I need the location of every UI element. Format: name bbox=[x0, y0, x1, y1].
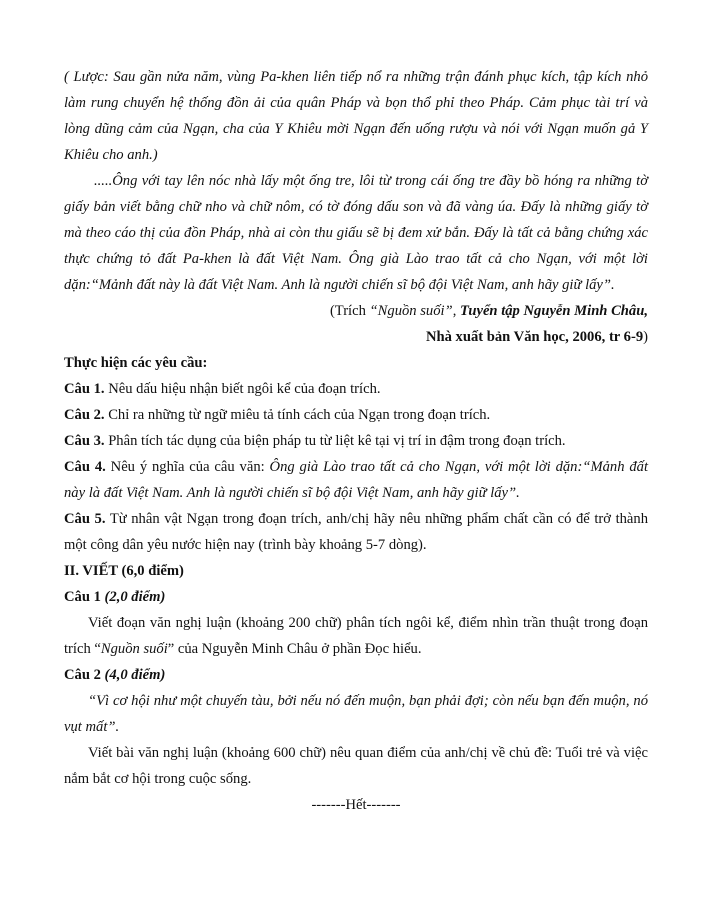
question-4 bbox=[64, 454, 648, 506]
question-1-label: Câu 1. bbox=[64, 381, 105, 397]
writing-task-1-points: (2,0 điểm) bbox=[104, 589, 166, 605]
exam-page bbox=[64, 64, 648, 818]
writing-task-2-heading bbox=[64, 662, 648, 688]
question-4-prefix: Nêu ý nghĩa của câu văn: bbox=[105, 459, 270, 475]
writing-task-2-prompt: Viết bài văn nghị luận (khoảng 600 chữ) nêu quan điểm của anh/chị về chủ đề: Tuổi trẻ và việc nắm bắt cơ hội trong cuộc sống. bbox=[64, 745, 648, 787]
citation-line-1 bbox=[64, 298, 648, 324]
citation-line-2 bbox=[64, 324, 648, 350]
passage-body bbox=[64, 168, 648, 298]
passage-body-main: .....Ông với tay lên nóc nhà lấy một ống tre, lôi từ trong cái ống tre đầy bồ hóng ra những tờ giấy bản viết bằng chữ nho và chữ nôm, có tờ đóng dấu son và đã vàng úa. Đấy là những giấy tờ mà theo cáo thị của đồn Pháp, nhà ai còn thu giấu sẽ bị đem xử bắn. Đấy là tất cả bằng chứng xác thực chứng tỏ đất Pa-khen là đất Việt Nam. Ông già Lào trao tất cả cho Ngạn, với một lời dặn: bbox=[64, 173, 648, 293]
writing-task-1-text-a: Viết đoạn văn nghị luận (khoảng 200 chữ) phân tích ngôi kể, điểm nhìn trần thuật trong đoạn trích “ bbox=[64, 615, 648, 657]
end-mark: -------Hết------- bbox=[311, 797, 401, 813]
question-5-text: Từ nhân vật Ngạn trong đoạn trích, anh/chị hãy nêu những phẩm chất cần có để trở thành một công dân yêu nước hiện nay (trình bày khoảng 5-7 dòng). bbox=[64, 511, 648, 553]
citation-work: “Nguồn suối” bbox=[369, 303, 453, 319]
question-1-text: Nêu dấu hiệu nhận biết ngôi kể của đoạn trích. bbox=[104, 381, 381, 397]
citation-open: (Trích bbox=[329, 303, 370, 319]
question-2 bbox=[64, 402, 648, 428]
question-3-label: Câu 3. bbox=[64, 433, 105, 449]
writing-task-2-points: (4,0 điểm) bbox=[104, 667, 166, 683]
question-5 bbox=[64, 506, 648, 558]
writing-task-1-label: Câu 1 bbox=[64, 589, 105, 605]
writing-task-2-quote: “Vì cơ hội như một chuyến tàu, bởi nếu nó đến muộn, bạn phải đợi; còn nếu bạn đến muộn, nó vụt mất”. bbox=[64, 693, 648, 735]
writing-task-1-heading bbox=[64, 584, 648, 610]
question-5-label: Câu 5. bbox=[64, 511, 106, 527]
question-1 bbox=[64, 376, 648, 402]
passage-summary: ( Lược: Sau gần nửa năm, vùng Pa-khen liên tiếp nổ ra những trận đánh phục kích, tập kích nhỏ làm rung chuyển hệ thống đồn ải của quân Pháp và bọn thổ phỉ theo Pháp. Cảm phục tài trí và lòng dũng cảm của Ngạn, cha của Y Khiêu mời Ngạn đến uống rượu và nói với Ngạn muốn gả Y Khiêu cho anh.) bbox=[64, 69, 648, 163]
passage-body-quote: “Mảnh đất này là đất Việt Nam. Anh là người chiến sĩ bộ đội Việt Nam, anh hãy giữ lấy”. bbox=[90, 277, 615, 293]
reading-heading: Thực hiện các yêu cầu: bbox=[64, 355, 208, 371]
writing-heading: II. VIẾT (6,0 điểm) bbox=[64, 563, 184, 579]
citation-book: Tuyển tập Nguyễn Minh Châu, bbox=[459, 303, 648, 319]
question-2-text: Chỉ ra những từ ngữ miêu tả tính cách của Ngạn trong đoạn trích. bbox=[104, 407, 491, 423]
writing-task-1-text-b: ” của Nguyễn Minh Châu ở phần Đọc hiểu. bbox=[167, 641, 422, 657]
question-3 bbox=[64, 428, 648, 454]
writing-task-1-prompt bbox=[64, 610, 648, 662]
writing-task-1-work: Nguồn suối bbox=[100, 641, 168, 657]
citation-close: ) bbox=[643, 329, 648, 345]
writing-task-2-label: Câu 2 bbox=[64, 667, 105, 683]
citation-sep: , bbox=[452, 303, 460, 319]
question-3-text: Phân tích tác dụng của biện pháp tu từ liệt kê tại vị trí in đậm trong đoạn trích. bbox=[104, 433, 566, 449]
question-4-quote-b: “Mảnh đất này là đất Việt Nam. Anh là người chiến sĩ bộ đội Việt Nam, anh hãy giữ lấy”. bbox=[64, 459, 649, 501]
question-2-label: Câu 2. bbox=[64, 407, 105, 423]
question-4-label: Câu 4. bbox=[64, 459, 106, 475]
citation-publisher: Nhà xuất bản Văn học, 2006, tr 6-9 bbox=[425, 329, 644, 345]
question-4-quote-a: Ông già Lào trao tất cả cho Ngạn, với một lời dặn: bbox=[269, 459, 583, 475]
